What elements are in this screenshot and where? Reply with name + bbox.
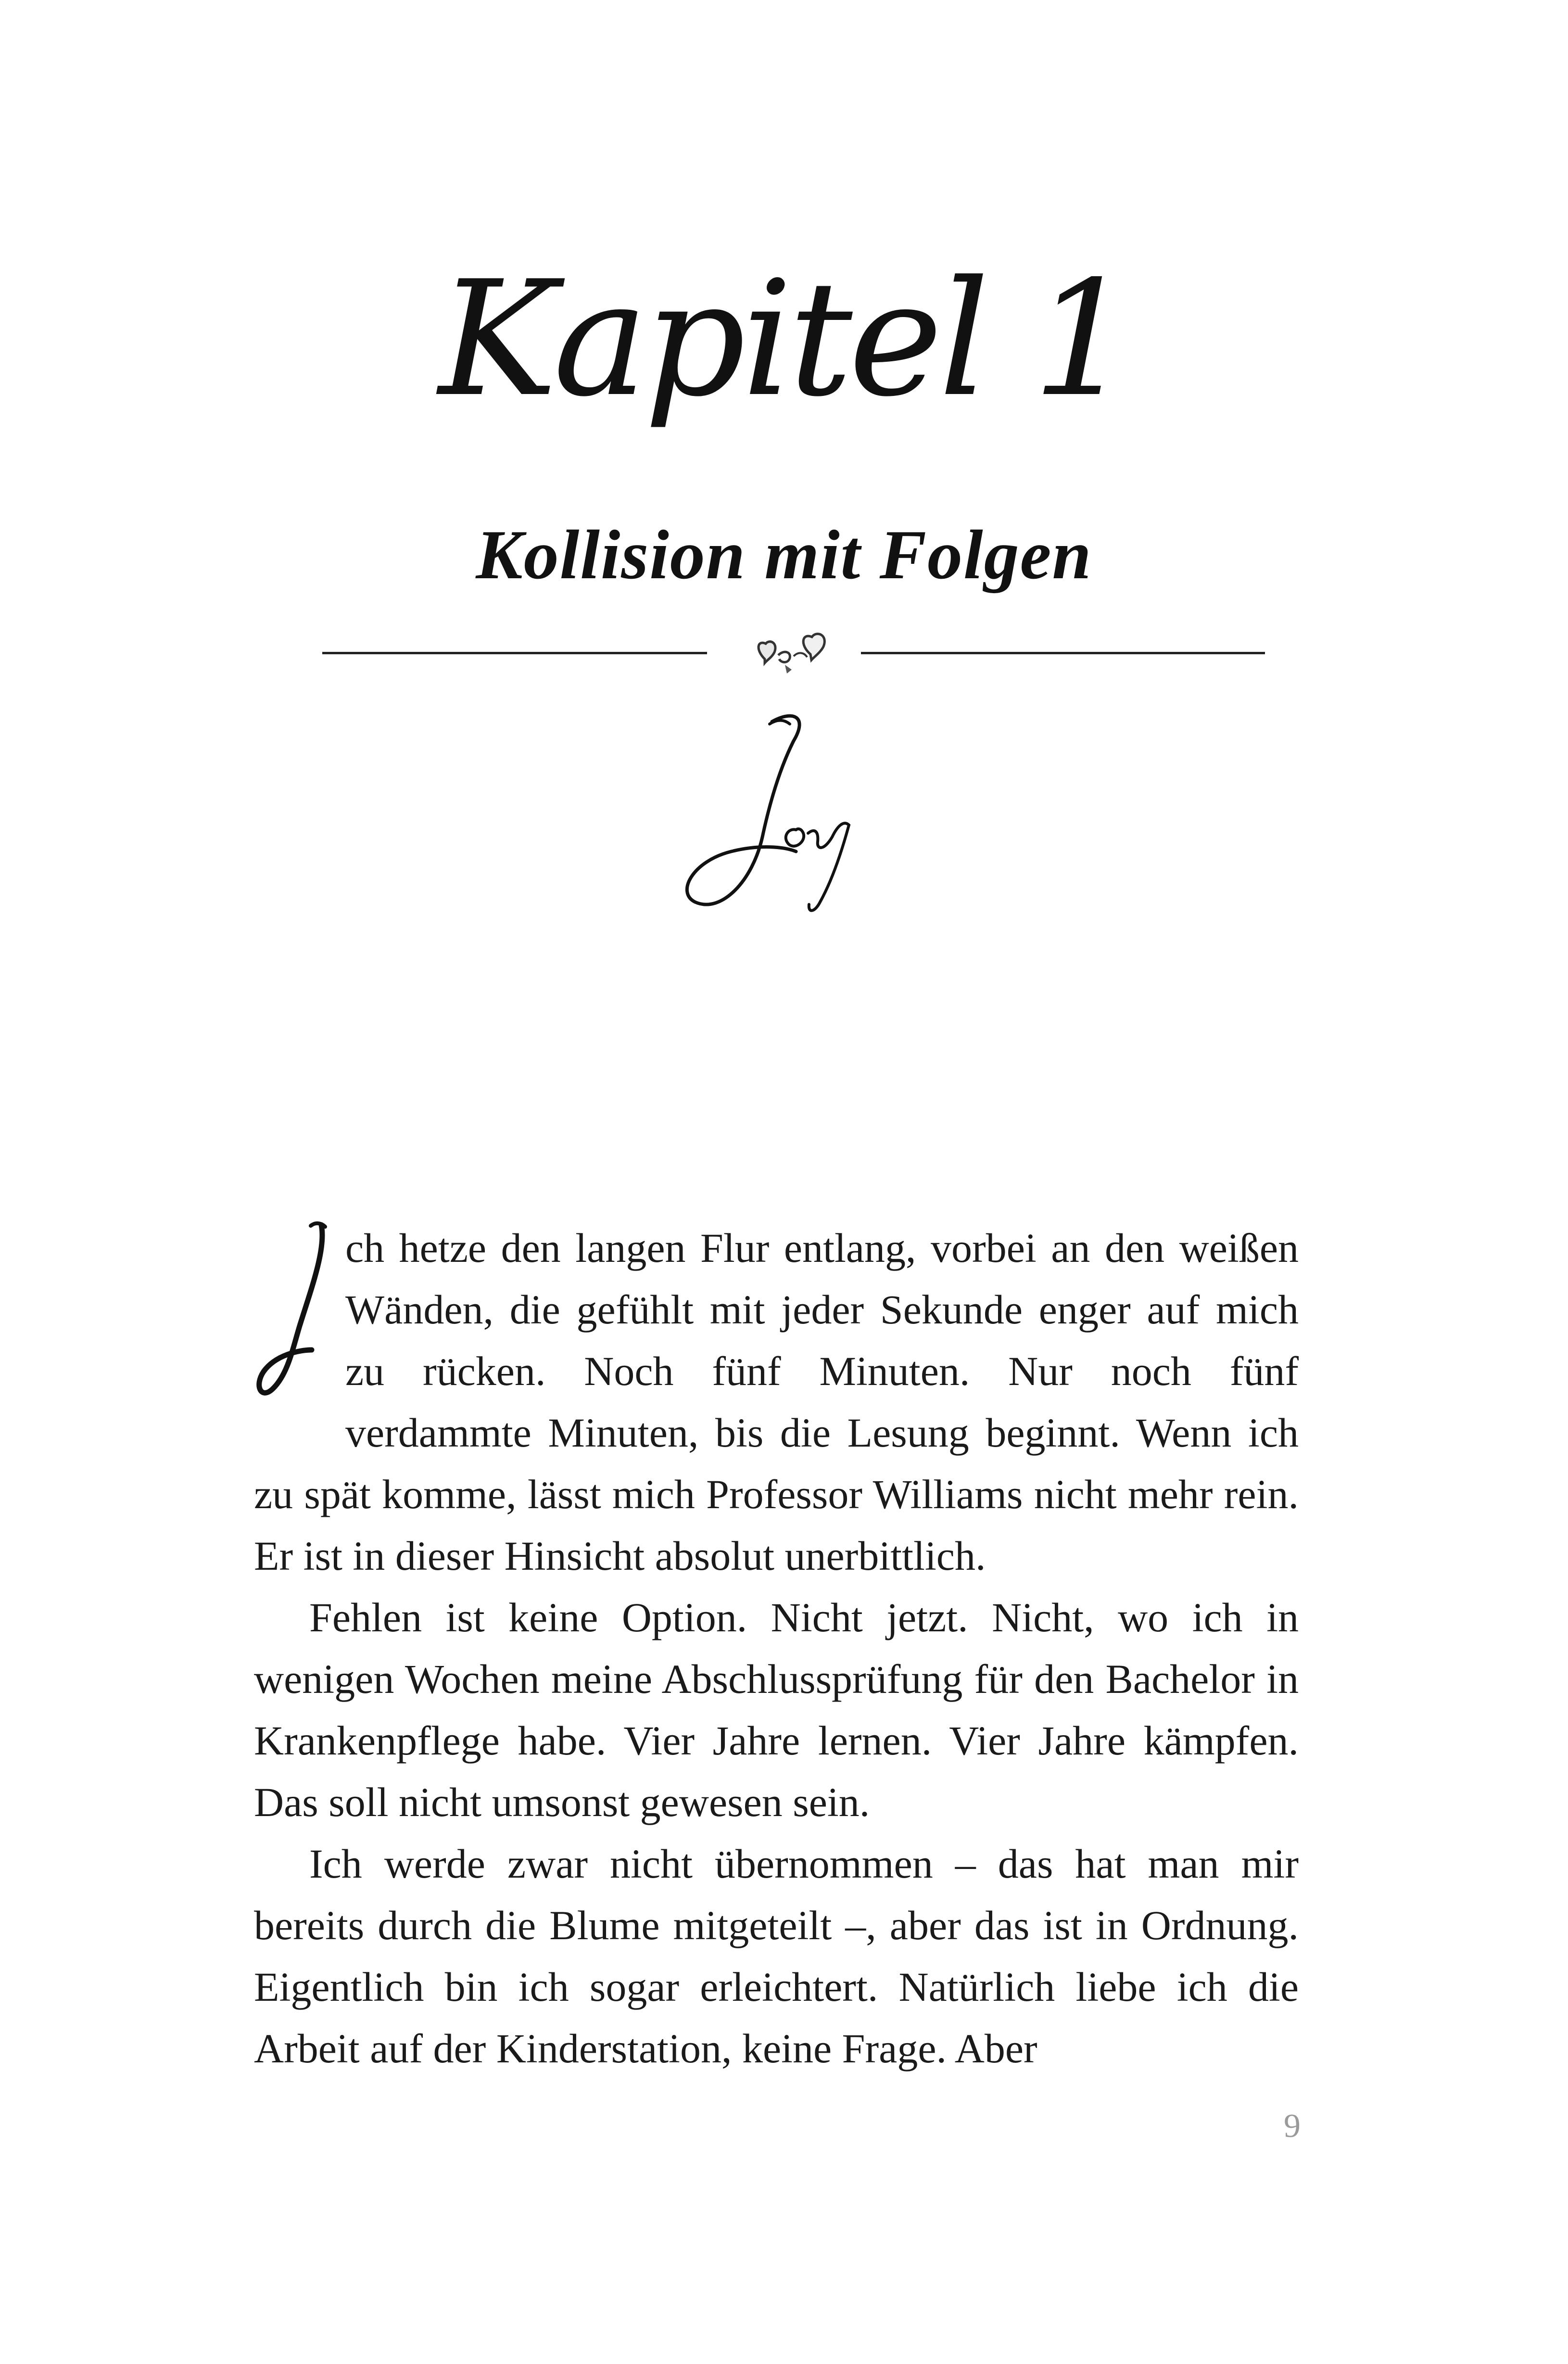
chapter-subtitle: Kollision mit Folgen	[476, 516, 1092, 594]
divider-line-left	[322, 652, 707, 654]
chapter-title: Kapitel 1	[438, 247, 1130, 432]
body-text	[254, 1217, 1299, 2079]
paragraph-3: Ich werde zwar nicht übernommen – das hat man mir bereits durch die Blume mitgeteilt –, aber das ist in Ordnung. Eigentlich bin ich sogar erleichtert. Natürlich liebe ich die Arbeit auf der Kinderstation, keine Frage. Aber	[254, 1841, 1299, 2072]
paragraph-1: ch hetze den langen Flur entlang, vorbei an den weißen Wänden, die gefühlt mit jeder Sekunde enger auf mich zu rücken. Noch fünf Minuten. Nur noch fünf verdammte Minuten, bis die Lesung beginnt. Wenn ich zu spät komme, lässt mich Professor Williams nicht mehr rein. Er ist in dieser Hinsicht absolut unerbittlich.	[254, 1225, 1299, 1579]
paragraph-2: Fehlen ist keine Option. Nicht jetzt. Nicht, wo ich in wenigen Wochen meine Abschlussprüfung für den Bachelor in Krankenpflege habe. Vier Jahre lernen. Vier Jahre kämpfen. Das soll nicht umsonst gewesen sein.	[254, 1594, 1299, 1825]
page-number: 9	[1284, 2108, 1301, 2145]
divider-line-right	[861, 652, 1265, 654]
pov-name-joy	[649, 707, 890, 919]
drop-cap-i	[254, 1220, 336, 1403]
hearts-ornament-icon	[746, 625, 842, 683]
